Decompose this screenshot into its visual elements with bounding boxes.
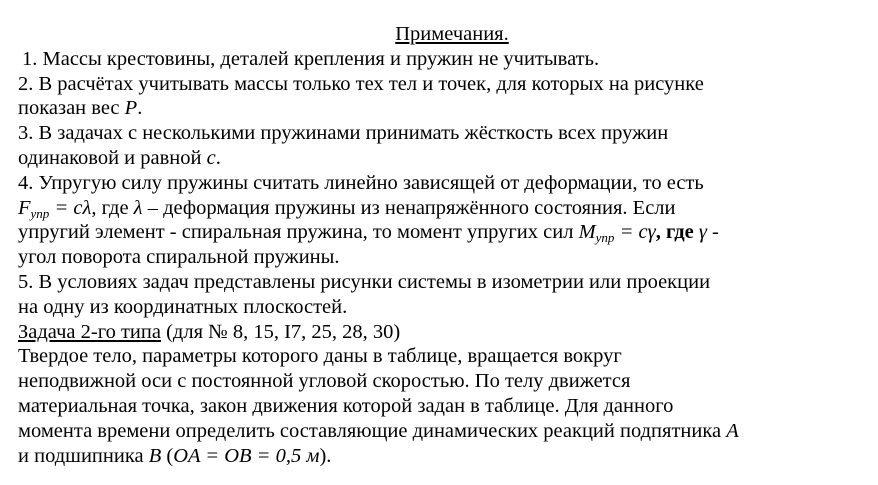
lambda-symbol: λ <box>133 196 143 219</box>
note-4-text-d: , где <box>655 221 699 244</box>
note-5-line-2: на одну из координатных плоскостей. <box>18 295 348 318</box>
task-line-3 <box>18 394 868 419</box>
point-b-symbol: B <box>148 444 162 467</box>
note-4 <box>18 171 868 196</box>
note-3-line-2: одинаковой и равной <box>18 146 207 169</box>
force-formula: = cλ <box>49 196 92 219</box>
note-4-text-c: упругий элемент - спиральная пружина, то момент упругих сил <box>18 221 579 244</box>
note-5-continued <box>18 295 868 320</box>
task-line-5 <box>18 444 868 469</box>
note-2 <box>18 72 868 97</box>
force-subscript: упр <box>30 205 50 221</box>
task-text-4: момента времени определить составляющие динамических реакций подпятника <box>18 419 727 442</box>
task-numbers: (для № 8, 15, I7, 25, 28, 30) <box>160 320 401 343</box>
moment-subscript: упр <box>595 230 615 246</box>
note-4-line-4: угол поворота спиральной пружины. <box>18 246 340 269</box>
note-2-line-2: показан вес <box>18 97 125 120</box>
note-5 <box>18 270 868 295</box>
note-2-line-1: 2. В расчётах учитывать массы только тех тел и точек, для которых на рисунке <box>18 72 704 95</box>
note-5-line-1: 5. В условиях задач представлены рисунки системы в изометрии или проекции <box>18 270 711 293</box>
task-heading-line <box>18 320 868 345</box>
stiffness-symbol: c <box>206 146 216 169</box>
note-2-continued <box>18 96 868 121</box>
distance-formula: OA = OB = 0,5 м <box>173 444 320 467</box>
weight-symbol: P <box>124 97 138 120</box>
note-3 <box>18 121 868 146</box>
point-a-symbol: A <box>726 419 739 442</box>
note-4-formula-line <box>18 196 868 221</box>
notes-title: Примечания. <box>395 23 509 45</box>
task-text-2: неподвижной оси с постоянной угловой скоростью. По телу движется <box>18 370 631 393</box>
moment-formula: = cγ <box>614 221 656 244</box>
note-4-line-1: 4. Упругую силу пружины считать линейно зависящей от деформации, то есть <box>18 171 704 194</box>
note-3-period: . <box>215 146 221 169</box>
note-4-text-a: , где <box>91 196 134 219</box>
note-4-dash: - <box>706 221 719 244</box>
task-text-5: и подшипника <box>18 444 149 467</box>
gamma-symbol: γ <box>698 221 707 244</box>
task-text-1: Твердое тело, параметры которого даны в таблице, вращается вокруг <box>18 345 622 368</box>
task-line-1 <box>18 344 868 369</box>
note-4-moment-line <box>18 220 868 245</box>
task-heading: Задача 2-го типа <box>18 320 161 343</box>
note-4-text-b: – деформация пружины из ненапряжённого состояния. Если <box>142 196 676 219</box>
task-paren-close: ). <box>319 444 332 467</box>
note-3-line-1: 3. В задачах с несколькими пружинами принимать жёсткость всех пружин <box>18 122 669 145</box>
force-symbol: F <box>18 196 31 219</box>
task-text-3: материальная точка, закон движения которой задан в таблице. Для данного <box>18 394 674 417</box>
note-1-text: 1. Массы крестовины, деталей крепления и пружин не учитывать. <box>22 47 600 70</box>
document-page <box>18 22 868 468</box>
note-2-period: . <box>137 97 143 120</box>
note-1 <box>18 47 868 72</box>
task-line-2 <box>18 369 868 394</box>
task-line-4 <box>18 419 868 444</box>
task-paren-open: ( <box>161 444 174 467</box>
moment-symbol: M <box>578 221 596 244</box>
note-3-continued <box>18 146 868 171</box>
note-4-end <box>18 245 868 270</box>
